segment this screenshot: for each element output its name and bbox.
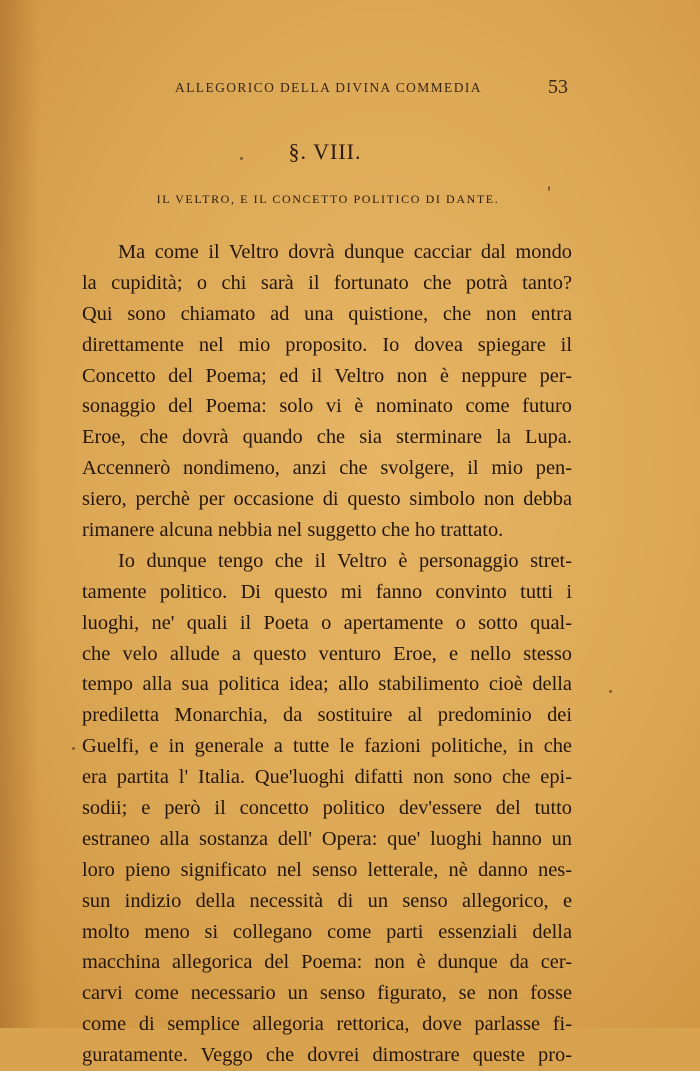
text-line: direttamente nel mio proposito. Io dovea spiegare il xyxy=(82,333,572,356)
text-line: carvi come necessario un senso figurato, se non fosse xyxy=(82,982,572,1005)
text-line: loro pieno significato nel senso letterale, nè danno nes- xyxy=(82,858,572,881)
text-line: Io dunque tengo che il Veltro è personaggio stret- xyxy=(118,549,572,572)
section-heading: §. VIII. xyxy=(288,139,362,164)
section-subtitle: IL VELTRO, E IL CONCETTO POLITICO DI DANTE. xyxy=(156,192,500,206)
text-line: la cupidità; o chi sarà il fortunato che potrà tanto? xyxy=(82,271,572,294)
paper-speck xyxy=(240,157,243,160)
body-text xyxy=(82,237,572,1071)
text-line: macchina allegorica del Poema: non è dunque da cer- xyxy=(82,951,572,974)
text-line: sonaggio del Poema: solo vi è nominato come futuro xyxy=(82,395,572,418)
text-line: sodii; e però il concetto politico dev'essere del tutto xyxy=(82,797,572,820)
text-line: prediletta Monarchia, da sostituire al predominio dei xyxy=(82,704,572,727)
text-line: Concetto del Poema; ed il Veltro non è neppure per- xyxy=(82,364,572,387)
text-line: molto meno si collegano come parti essenziali della xyxy=(82,920,572,943)
paper-speck xyxy=(609,690,612,693)
text-line: Accennerò nondimeno, anzi che svolgere, il mio pen- xyxy=(82,457,572,480)
text-line: era partita l' Italia. Que'luoghi difatti non sono che epi- xyxy=(82,766,572,789)
running-title: ALLEGORICO DELLA DIVINA COMMEDIA xyxy=(175,80,482,95)
text-line: come di semplice allegoria rettorica, dove parlasse fi- xyxy=(82,1013,572,1036)
text-line: che velo allude a questo venturo Eroe, e nello stesso xyxy=(82,642,572,665)
text-line: Qui sono chiamato ad una quistione, che non entra xyxy=(82,302,572,325)
text-line: Guelfi, e in generale a tutte le fazioni politiche, in che xyxy=(82,735,572,758)
text-line: tamente politico. Di questo mi fanno convinto tutti i xyxy=(82,580,572,603)
text-line: tempo alla sua politica idea; allo stabilimento cioè della xyxy=(82,673,572,696)
text-line: sun indizio della necessità di un senso allegorico, e xyxy=(82,889,572,912)
text-line: luoghi, ne' quali il Poeta o apertamente o sotto qual- xyxy=(82,611,572,634)
paper-speck xyxy=(548,186,550,191)
text-line: guratamente. Veggo che dovrei dimostrare queste pro- xyxy=(82,1044,572,1067)
paper-speck xyxy=(72,747,75,750)
running-head xyxy=(0,76,700,104)
text-line: estraneo alla sostanza dell' Opera: que' luoghi hanno un xyxy=(82,827,572,850)
text-line: Ma come il Veltro dovrà dunque cacciar dal mondo xyxy=(118,241,572,263)
text-line: siero, perchè per occasione di questo simbolo non debba xyxy=(82,488,572,511)
text-line: Eroe, che dovrà quando che sia sterminare la Lupa. xyxy=(82,426,572,449)
text-line: rimanere alcuna nebbia nel suggetto che ho trattato. xyxy=(82,519,504,542)
page-number: 53 xyxy=(548,76,568,98)
